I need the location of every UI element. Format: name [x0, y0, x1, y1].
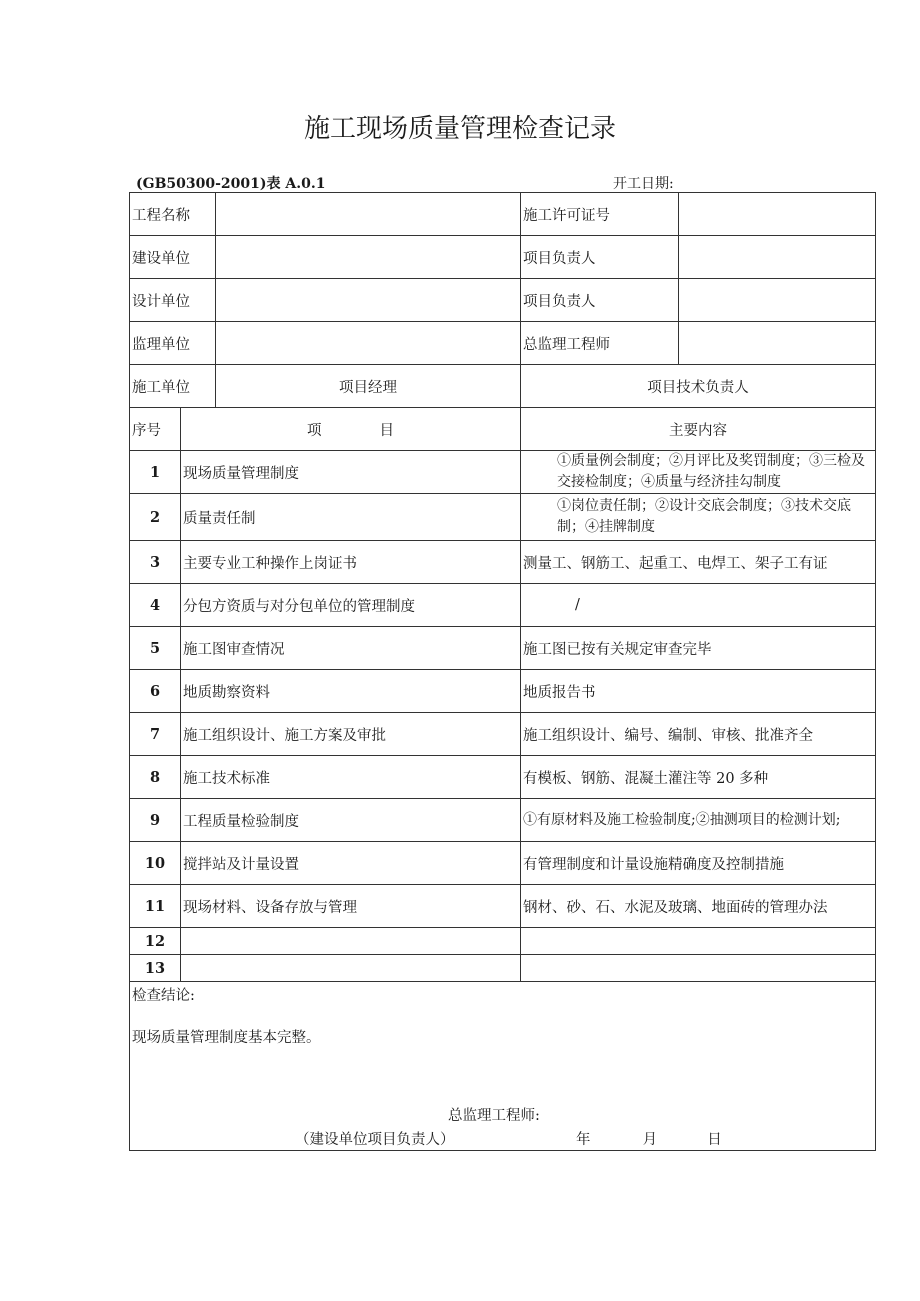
row-content[interactable] [521, 928, 876, 955]
page-title: 施工现场质量管理检查记录 [303, 114, 616, 144]
row-item: 施工图审查情况 [181, 627, 521, 670]
row-no: 11 [130, 885, 181, 928]
row-content[interactable]: 有管理制度和计量设施精确度及控制措施 [521, 842, 876, 885]
row-no: 13 [130, 955, 181, 982]
builder-leader-value[interactable] [679, 236, 876, 279]
row-content[interactable]: 施工图已按有关规定审查完毕 [521, 627, 876, 670]
row-content[interactable]: 测量工、钢筋工、起重工、电焊工、架子工有证 [521, 541, 876, 584]
column-header-row [130, 408, 876, 451]
info-row-designer [130, 279, 876, 322]
row-item: 搅拌站及计量设置 [181, 842, 521, 885]
row-no: 5 [130, 627, 181, 670]
table-row [130, 842, 876, 885]
contractor-label: 施工单位 [130, 365, 216, 408]
form-code: (GB50300-2001)表 A.0.1 [136, 176, 326, 192]
conclusion-row [130, 982, 876, 1151]
signer-unit-label: （建设单位项目负责人） [295, 1132, 455, 1148]
row-content[interactable]: 地质报告书 [521, 670, 876, 713]
table-row [130, 627, 876, 670]
table-row [130, 670, 876, 713]
project-name-label: 工程名称 [130, 193, 216, 236]
row-no: 4 [130, 584, 181, 627]
info-row-builder [130, 236, 876, 279]
day-label: 日 [707, 1132, 722, 1148]
table-row [130, 494, 876, 541]
row-item: 分包方资质与对分包单位的管理制度 [181, 584, 521, 627]
row-item: 施工组织设计、施工方案及审批 [181, 713, 521, 756]
designer-leader-label: 项目负责人 [521, 279, 679, 322]
row-content[interactable]: 有模板、钢筋、混凝土灌注等 20 多种 [521, 756, 876, 799]
tech-leader-label: 项目技术负责人 [521, 365, 876, 408]
row-content[interactable] [521, 955, 876, 982]
row-no: 12 [130, 928, 181, 955]
year-label: 年 [576, 1132, 591, 1148]
info-row-supervisor [130, 322, 876, 365]
row-item: 现场材料、设备存放与管理 [181, 885, 521, 928]
row-no: 9 [130, 799, 181, 842]
permit-no-value[interactable] [679, 193, 876, 236]
builder-label: 建设单位 [130, 236, 216, 279]
info-row-contractor [130, 365, 876, 408]
supervisor-value[interactable] [216, 322, 521, 365]
row-content[interactable]: 施工组织设计、编号、编制、审核、批准齐全 [521, 713, 876, 756]
row-no: 6 [130, 670, 181, 713]
col-content-header: 主要内容 [521, 408, 876, 451]
permit-no-label: 施工许可证号 [521, 193, 679, 236]
builder-leader-label: 项目负责人 [521, 236, 679, 279]
row-content[interactable]: ①质量例会制度；②月评比及奖罚制度；③三检及交接检制度；④质量与经济挂勾制度 [521, 451, 876, 494]
table-row [130, 756, 876, 799]
row-item: 工程质量检验制度 [181, 799, 521, 842]
table-row [130, 955, 876, 982]
date-fields [576, 1128, 722, 1149]
project-manager-label: 项目经理 [216, 365, 521, 408]
conclusion-label: 检查结论: [132, 988, 195, 1004]
builder-value[interactable] [216, 236, 521, 279]
inspection-table [129, 192, 876, 1151]
chief-supervisor-value[interactable] [679, 322, 876, 365]
table-row [130, 928, 876, 955]
row-no: 2 [130, 494, 181, 541]
table-row [130, 451, 876, 494]
row-item[interactable] [181, 955, 521, 982]
row-content[interactable]: 钢材、砂、石、水泥及玻璃、地面砖的管理办法 [521, 885, 876, 928]
project-name-value[interactable] [216, 193, 521, 236]
row-item: 质量责任制 [181, 494, 521, 541]
row-item: 地质勘察资料 [181, 670, 521, 713]
table-row [130, 799, 876, 842]
table-row [130, 541, 876, 584]
conclusion-text: 现场质量管理制度基本完整。 [132, 1030, 321, 1046]
start-date-label: 开工日期: [613, 176, 674, 192]
conclusion-cell[interactable] [130, 982, 876, 1151]
row-no: 1 [130, 451, 181, 494]
chief-supervisor-signature-label: 总监理工程师: [448, 1108, 540, 1124]
row-item: 施工技术标准 [181, 756, 521, 799]
table-row [130, 713, 876, 756]
row-item: 现场质量管理制度 [181, 451, 521, 494]
row-no: 3 [130, 541, 181, 584]
designer-leader-value[interactable] [679, 279, 876, 322]
row-no: 10 [130, 842, 181, 885]
table-row [130, 584, 876, 627]
designer-label: 设计单位 [130, 279, 216, 322]
row-content[interactable]: ①有原材料及施工检验制度;②抽测项目的检测计划; [521, 799, 876, 842]
row-content[interactable]: / [521, 584, 876, 627]
designer-value[interactable] [216, 279, 521, 322]
row-no: 8 [130, 756, 181, 799]
chief-supervisor-label: 总监理工程师 [521, 322, 679, 365]
row-item[interactable] [181, 928, 521, 955]
col-item-header: 项 目 [181, 408, 521, 451]
month-label: 月 [642, 1132, 658, 1148]
col-no-header: 序号 [130, 408, 181, 451]
row-item: 主要专业工种操作上岗证书 [181, 541, 521, 584]
info-row-project [130, 193, 876, 236]
row-content[interactable]: ①岗位责任制；②设计交底会制度；③技术交底制；④挂牌制度 [521, 494, 876, 541]
table-row [130, 885, 876, 928]
supervisor-label: 监理单位 [130, 322, 216, 365]
row-no: 7 [130, 713, 181, 756]
